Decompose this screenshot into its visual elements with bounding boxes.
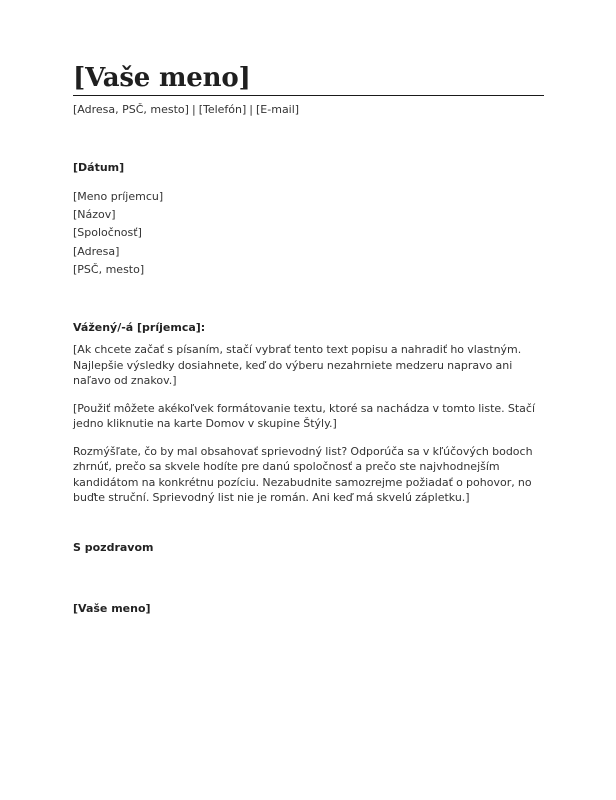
recipient-company[interactable]: [Spoločnosť]	[73, 226, 142, 240]
sender-email[interactable]: [E-mail]	[256, 103, 300, 116]
signature-name[interactable]: [Vaše meno]	[73, 601, 151, 615]
recipient-name[interactable]: [Meno príjemcu]	[73, 190, 164, 203]
body-paragraph-1[interactable]: [Ak chcete začať s písaním, stačí vybrať tento text popisu a nahradiť ho vlastným. Najlepšie výsledky dosiahnete, keď do výberu nezahrniete medzeru napravo ani naľavo od znakov.]	[73, 343, 522, 388]
closing[interactable]: S pozdravom	[73, 540, 154, 554]
recipient-block	[73, 188, 544, 279]
recipient-title[interactable]: [Názov]	[73, 208, 116, 222]
sender-phone[interactable]: [Telefón]	[198, 103, 247, 116]
salutation[interactable]: Vážený/-á [príjemca]:	[73, 321, 206, 335]
sender-address[interactable]: [Adresa, PSČ, mesto]	[73, 103, 189, 116]
letter-date[interactable]: [Dátum]	[73, 161, 125, 174]
body-paragraph-3[interactable]: Rozmýšľate, čo by mal obsahovať sprievodný list? Odporúča sa v kľúčových bodoch zhrnúť, prečo sa skvele hodíte pre danú spoločnosť a prečo ste najvhodnejším kandidátom na konkrétnu pozíciu. Nezabudnite samozrejme požiadať o pohovor, no buďte struční. Sprievodný list nie je román. Ani keď má skvelú zápletku.]	[73, 444, 533, 505]
contact-separator: |	[191, 103, 196, 116]
recipient-address[interactable]: [Adresa]	[73, 244, 120, 258]
contact-line	[73, 102, 544, 117]
contact-separator: |	[249, 103, 254, 116]
sender-name-heading[interactable]: [Vaše meno]	[73, 62, 544, 96]
body-paragraph-2[interactable]: [Použiť môžete akékoľvek formátovanie textu, ktoré sa nachádza v tomto liste. Stačí jedno kliknutie na karte Domov v skupine Štýly.]	[73, 401, 536, 431]
letter-content	[73, 62, 544, 616]
recipient-city[interactable]: [PSČ, mesto]	[73, 262, 145, 276]
